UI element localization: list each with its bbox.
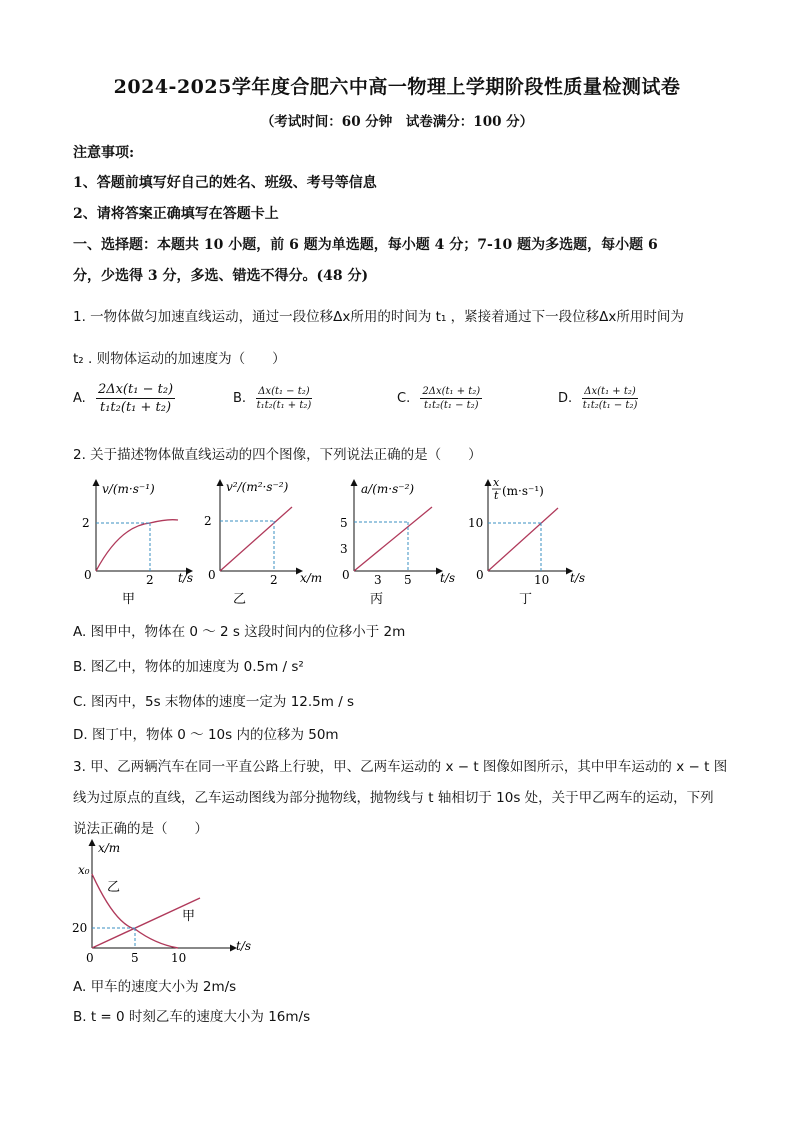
x-axis-label: t/s [570,571,586,585]
origin-label: 0 [342,568,350,582]
x-axis-label: x/m [300,571,323,585]
q3-graph [70,836,270,966]
q2-graphs [70,476,600,611]
series-label-yi: 乙 [107,880,121,895]
graph-yi [204,480,322,607]
q2-option-c: C. 图丙中，5s 末物体的速度一定为 12.5m / s [73,694,355,710]
numerator: Δx(t₁ + t₂) [584,386,636,397]
denominator: t₁t₂(t₁ + t₂) [100,400,172,415]
x-tick: 5 [404,573,412,587]
y-tick: 10 [468,516,484,530]
denominator: t₁t₂(t₁ − t₂) [582,400,638,411]
series-label-jia: 甲 [182,909,196,924]
notice-heading: 注意事项: [73,145,135,161]
q3-stem-line-1: 3. 甲、乙两辆汽车在同一平直公路上行驶，甲、乙两车运动的 x − t 图像如图所示，其中甲车运动的 x − t 图 [73,759,728,775]
parabola-yi [92,874,178,948]
a-t-line [354,507,432,571]
section-heading-line-1: 一、选择题：本题共 10 小题，前 6 题为单选题，每小题 4 分；7-10 题为多选题，每小题 6 [73,237,658,253]
option-letter: C. [397,391,411,406]
numerator: Δx(t₁ − t₂) [258,386,310,397]
origin-label: 0 [86,951,94,965]
section-heading-line-2: 分，少选得 3 分，多选、错选不得分。(48 分) [73,268,369,284]
denominator: t₁t₂(t₁ + t₂) [256,400,312,411]
graph-caption: 甲 [122,592,136,607]
option-letter: A. [73,391,86,406]
graph-caption: 乙 [233,592,247,607]
y-axis-label: a/(m·s⁻²) [361,482,415,496]
q2-option-d: D. 图丁中，物体 0 ～ 10s 内的位移为 50m [73,727,339,743]
q1-option-a [73,382,175,415]
q3-option-b: B. t = 0 时刻乙车的速度大小为 16m/s [73,1009,311,1025]
q2-option-b: B. 图乙中，物体的加速度为 0.5m / s² [73,659,304,675]
numerator: 2Δx(t₁ − t₂) [97,382,174,397]
q1-option-c [397,386,482,411]
option-letter: D. [558,391,573,406]
graph-caption: 丁 [519,592,533,607]
notice-item-1: 1、答题前填写好自己的姓名、班级、考号等信息 [73,175,377,191]
graph-caption: 丙 [370,592,384,607]
q1-stem-line-2: t₂ . 则物体运动的加速度为（ ） [73,351,286,367]
x-tick: 5 [131,951,139,965]
y-axis-label-num: x [493,476,500,489]
x-tick: 10 [534,573,550,587]
velocity-curve-tail [150,520,178,523]
numerator: 2Δx(t₁ + t₂) [422,386,481,397]
y-axis-label-unit: (m·s⁻¹) [502,484,544,498]
q2-option-a: A. 图甲中，物体在 0 ～ 2 s 这段时间内的位移小于 2m [73,624,406,640]
y-tick: 3 [340,542,348,556]
q1-option-b [233,386,312,411]
y-axis-label: v/(m·s⁻¹) [102,482,155,496]
x-tick: 2 [146,573,154,587]
denominator: t₁t₂(t₁ − t₂) [423,400,479,411]
q1-stem-line-1: 1. 一物体做匀加速直线运动，通过一段位移Δx所用的时间为 t₁ ，紧接着通过下一段位移Δx所用时间为 [73,309,684,325]
q3-option-a: A. 甲车的速度大小为 2m/s [73,979,237,995]
y-axis-label-den: t [494,489,499,502]
x-axis-label: t/s [440,571,456,585]
y-axis-label: v²/(m²·s⁻²) [226,480,289,494]
x-axis-label: t/s [178,571,194,585]
origin-label: 0 [84,568,92,582]
velocity-curve [96,523,150,571]
q3-stem-line-2: 线为过原点的直线，乙车运动图线为部分抛物线，抛物线与 t 轴相切于 10s 处，关于甲乙两车的运动，下列 [73,790,714,806]
q3-stem-line-3: 说法正确的是（ ） [73,821,208,837]
q2-stem: 2. 关于描述物体做直线运动的四个图像，下列说法正确的是（ ） [73,447,482,463]
y-tick: 2 [82,516,90,530]
v2-x-line [220,507,292,571]
fraction [582,386,637,411]
fraction [96,382,175,415]
option-letter: B. [233,391,247,406]
fraction [420,386,482,411]
fraction [256,386,311,411]
exam-info: （考试时间：60 分钟 试卷满分：100 分） [260,114,534,130]
x-tick: 10 [171,951,187,965]
y-tick: 20 [72,921,88,935]
y-tick: 5 [340,516,348,530]
graph-ding [468,476,585,607]
graph-jia [82,480,193,607]
notice-item-2: 2、请将答案正确填写在答题卡上 [73,206,279,222]
y-axis-label: x/m [98,841,121,855]
x-tick: 3 [374,573,382,587]
origin-label: 0 [476,568,484,582]
page-title: 2024-2025学年度合肥六中高一物理上学期阶段性质量检测试卷 [113,76,681,98]
y-tick: 2 [204,514,212,528]
x-over-t-line [488,508,558,571]
x-tick: 2 [270,573,278,587]
graph-bing [340,480,455,607]
origin-label: 0 [208,568,216,582]
q1-option-d [558,386,638,411]
x-axis-label: t/s [236,939,252,953]
x0-label: x₀ [78,863,90,877]
